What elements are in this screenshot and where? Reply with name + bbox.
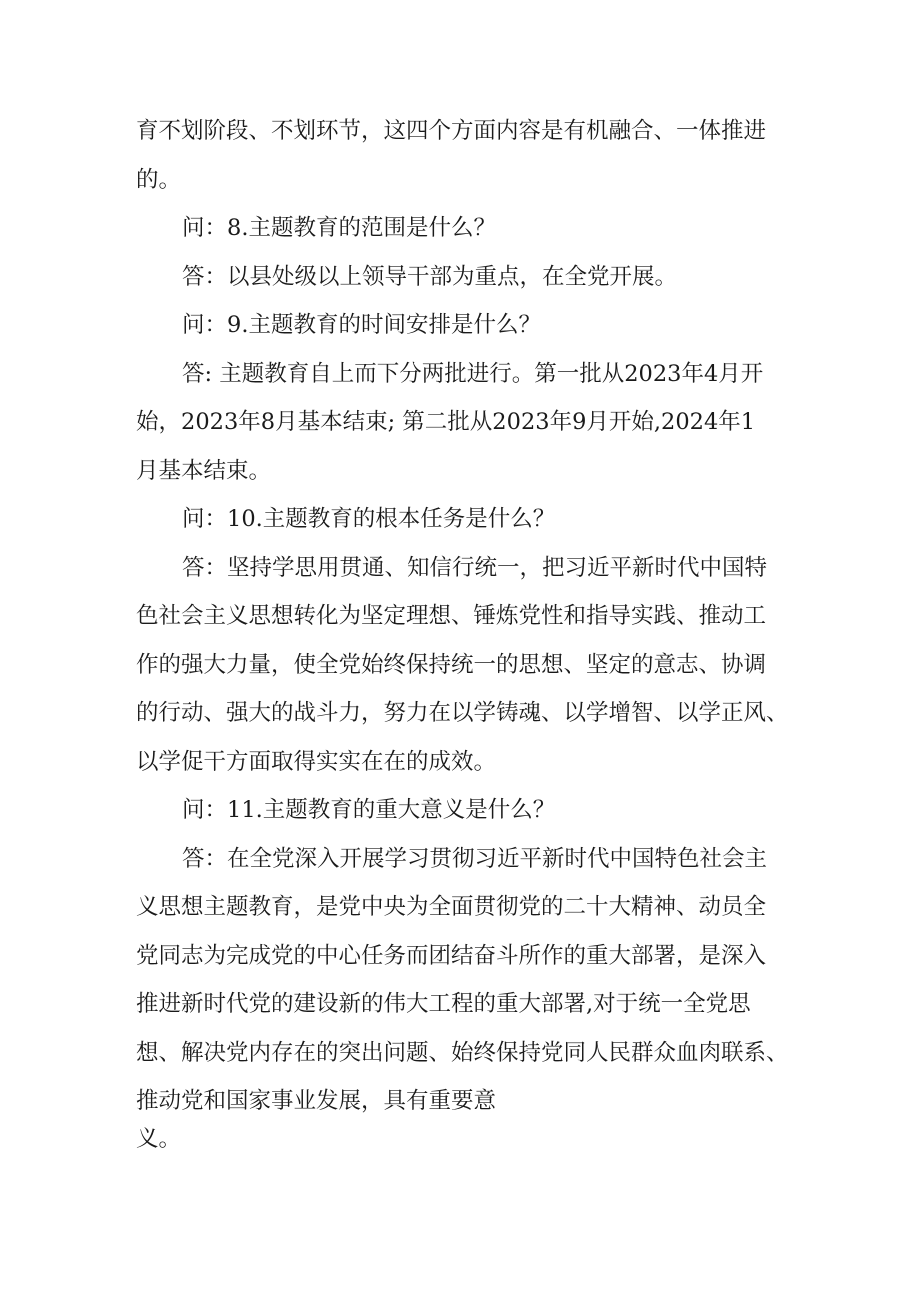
text-line: 月基本结束。 [136, 458, 272, 484]
text-line: 义思想主题教育，是党中央为全面贯彻党的二十大精神、动员全 [136, 894, 767, 920]
question-line: 问：11.主题教育的重大意义是什么？ [182, 797, 556, 823]
text-line: 推进新时代党的建设新的伟大工程的重大部署,对于统一全党思 [136, 991, 751, 1017]
text-line: 义。 [136, 1126, 182, 1152]
text-line: 始，2023年8月基本结束; 第二批从2023年9月开始,2024年1 [136, 409, 756, 435]
text-line: 育不划阶段、不划环节，这四个方面内容是有机融合、一体推进 [136, 118, 767, 144]
question-line: 问：9.主题教育的时间安排是什么？ [182, 312, 541, 338]
text-line: 作的强大力量，使全党始终保持统一的思想、坚定的意志、协调 [136, 652, 767, 678]
text-line: 以学促干方面取得实实在在的成效。 [136, 749, 497, 775]
text-line: 色社会主义思想转化为坚定理想、锤炼党性和指导实践、推动工 [136, 603, 767, 629]
question-line: 问：10.主题教育的根本任务是什么？ [182, 506, 556, 532]
text-line: 的。 [136, 167, 182, 193]
answer-line: 答：以县处级以上领导干部为重点，在全党开展。 [182, 264, 678, 290]
text-line: 的行动、强大的战斗力，努力在以学铸魂、以学增智、以学正风、 [136, 700, 789, 726]
answer-line: 答: 主题教育自上而下分两批进行。第一批从2023年4月开 [182, 361, 764, 387]
question-line: 问：8.主题教育的范围是什么？ [182, 215, 496, 241]
answer-line: 答：坚持学思用贯通、知信行统一，把习近平新时代中国特 [182, 555, 768, 581]
text-line: 想、解决党内存在的突出问题、始终保持党同人民群众血肉联系、 [136, 1040, 789, 1066]
text-line: 党同志为完成党的中心任务而团结奋斗所作的重大部署，是深入 [136, 943, 767, 969]
text-line: 推动党和国家事业发展，具有重要意 [136, 1088, 497, 1114]
answer-line: 答：在全党深入开展学习贯彻习近平新时代中国特色社会主 [182, 846, 768, 872]
